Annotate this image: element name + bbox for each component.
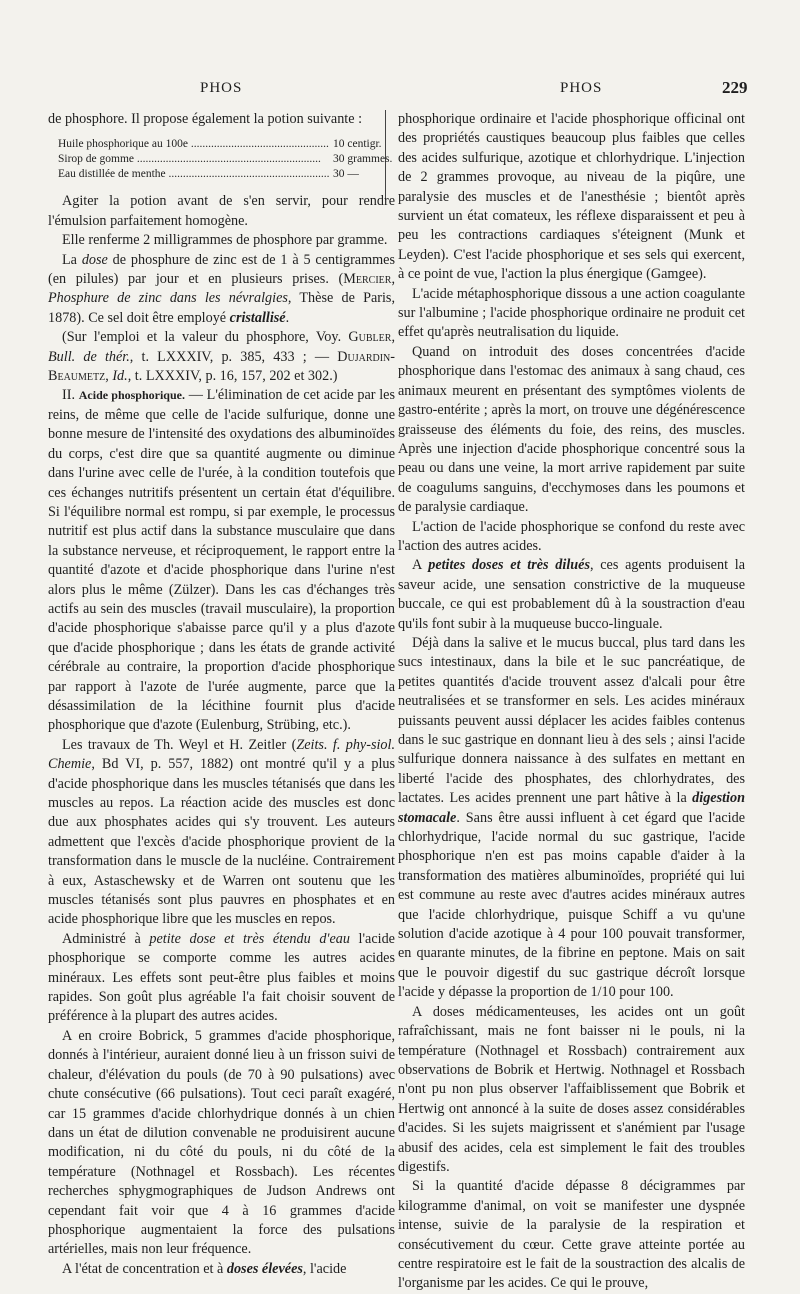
text-run: (Sur l'emploi et la valeur du phosphore, Voy. (62, 329, 349, 346)
paragraph: A doses médicamenteuses, les acides ont un goût rafraîchissant, mais ne font baisser ni le pouls, ni la température (Nothnagel et Rossbach) contrairement aux observations de Bobrik et Hertwig. Nothnagel et Rossbach n'ont pu non plus observer l'affaiblissement que Bobrik et Hertwig ont annoncé à la suite de doses assez considérables d'acides. Si les sujets maigrissent et s'anémient par l'usage abusif des acides, cela est simplement le fait des troubles digestifs. (398, 1003, 745, 1175)
paragraph (48, 736, 395, 930)
recipe-ingredient: Sirop de gomme ..... (58, 152, 329, 167)
author-name: Mercier (343, 271, 392, 288)
paragraph (48, 386, 395, 735)
left-column (48, 110, 395, 1279)
text-run: A (412, 557, 429, 574)
recipe-line (58, 167, 395, 182)
recipe-line (58, 152, 395, 167)
text-run: , ces agents produisent la saveur acide, une sensation constrictive de la muqueuse buccale, ce qui est probablement dû à la soustraction d'eau qu'ils font subir à la muqueuse bucco-linguale. (398, 557, 745, 632)
recipe-quantity: 30 grammes. (333, 153, 393, 166)
text-run: , (391, 329, 395, 346)
right-column (398, 110, 745, 1294)
running-head-left: PHOS (200, 80, 243, 96)
recipe-ingredient: Huile phosphorique au 100e ..... (58, 137, 329, 152)
paragraph: de phosphore. Il propose également la potion suivante : (48, 111, 363, 127)
paragraph: Elle renferme 2 milligrammes de phosphore par gramme. (62, 232, 388, 249)
paragraph (48, 251, 395, 329)
recipe-list (58, 137, 395, 182)
text-run: l'acide phosphorique se comporte comme les autres acides minéraux. Les effets sont peut-être plus faibles et moins rapides. Son goût plus agréable l'a fait choisir souvent de préférence à la plupart des autres acides. (48, 930, 395, 1025)
text-run: , (105, 368, 113, 385)
paragraph: Si la quantité d'acide dépasse 8 décigrammes par kilogramme d'animal, on voit se manifester une dyspnée intense, suivie de la paralysie de la respiration et consécutivement du cœur. Cette grave atteinte portée au centre respiratoire est le fait de la soustraction des alcalis de l'organisme par les acides. Ce qui le prouve, (398, 1178, 745, 1292)
paragraph (398, 556, 745, 634)
text-run: A l'état de concentration et à (62, 1260, 227, 1277)
text-run: , t. LXXXIV, p. 16, 157, 202 et 302.) (127, 368, 338, 385)
emphasis: petite dose et très étendu d'eau (149, 930, 350, 947)
paragraph: L'acide métaphosphorique dissous a une action coagulante sur l'albumine ; l'acide phosphorique ordinaire ne produit cet effet qu'après neutralisation du liquide. (398, 285, 745, 341)
running-head-right: PHOS (560, 80, 603, 96)
work-title: Zeits. f. phy-siol. Chemie (48, 736, 395, 773)
recipe-quantity: 10 centigr. (333, 138, 382, 151)
text-run: , t. LXXXIV, p. 385, 433 ; — (129, 348, 338, 365)
work-title: Bull. de thér. (48, 348, 130, 365)
paragraph (398, 634, 745, 1003)
paragraph (48, 1260, 395, 1279)
emphasis: digestion stomacale (398, 790, 745, 826)
paragraph: L'action de l'acide phosphorique se confond du reste avec l'action des autres acides. (398, 518, 745, 554)
text-run: , l'acide (302, 1260, 347, 1277)
paragraph: phosphorique ordinaire et l'acide phosphorique officinal ont des propriétés caustiques beaucoup plus faibles que celles des acides sulfurique, azotique et chlorhydrique. L'injection de 2 grammes provoque, au niveau de la piqûre, une paralysie des muscles et de l'anesthésie ; bientôt après survient un état comateux, les réflexe disparaissent et peu à peu les contractions cardiaques s'éteignent (Munk et Leyden). C'est l'acide phosphorique et ses sels qui exercent, à ce point de vue, l'action la plus énergique (Gamgee). (398, 111, 745, 283)
text-run: — L'élimination de cet acide par les reins, de même que celle de l'acide sulfurique, donne une bonne mesure de l'intensité des oxydations des albuminoïdes du corps, c'est dire que sa quantité augmente ou diminue dans l'urine avec celle de l'urée, à la condition toutefois que ces échanges nutritifs présentent un certain état d'équilibre. Si l'équilibre normal est rompu, si par exemple, le processus nutritif est plus actif dans la substance musculaire que dans la substance nerveuse, et réciproquement, le rapport entre la quantité d'azote et d'acide phosphorique dans l'urine n'est alors plus le même (Zülzer). Dans les cas d'échanges très actifs au sein des muscles (travail musculaire), la proportion d'acide phosphorique s'abaisse parce qu'il y a plus d'azote que d'acide phosphorique ; dans les états de grande activité cérébrale au contraire, la proportion d'acide phosphorique par rapport à l'azote de l'urée augmente, parce que la désassimilation de la lécithine fournit plus d'acide phosphorique que d'azote (Eulenburg, Strübing, etc.). (48, 387, 395, 734)
text-run: . Sans être aussi influent à cet égard que l'acide chlorhydrique, l'acide normal du suc gastrique, l'acide phosphorique n'en est pas moins capable d'aider à la transformation des matières albuminoïdes, propriété qui lui est commune au reste avec d'autres acides minéraux autres que l'acide chlorhydrique, puisque Schiff a vu qu'une solution d'acide azotique à 4 pour 100 pouvait transformer, en quarante minutes, de la fibrine en peptone. Mais on sait que le pouvoir digestif du suc gastrique décroît lorsque l'acide y dépasse la proportion de 1/10 pour 100. (398, 809, 745, 1001)
paragraph: Agiter la potion avant de s'en servir, pour rendre l'émulsion parfaitement homogène. (48, 193, 395, 229)
text-run: Administré à (62, 930, 150, 947)
paragraph (48, 930, 395, 1027)
text-run: Déjà dans la salive et le mucus buccal, plus tard dans les sucs intestinaux, dans la bile et le suc pancréatique, de petites quantités d'acide trouvent assez d'alcali pour être neutralisées et se transformer en sels. Les acides minéraux puissants peuvent aussi déplacer les acides faibles contenus dans le suc gastrique en donnant lieu à des sels ; ainsi l'acide sulfurique donnera naissance à des sulfates en mettant en liberté l'acide des phosphates, des chlorhydrates, des lactates. Les acides prennent une part hâtive à la (398, 634, 745, 807)
text-run: , Bd VI, p. 557, 1882) ont montré qu'il y a plus d'acide phosphorique dans les muscles tétanisés que dans les muscles au repos. La réaction acide des muscles est donc due aux phosphates acides qui s'y trouvent. Les auteurs admettent que l'excès d'acide phosphorique provient de la transformation dans le muscle de la nucléine. Contrairement à eux, Astaschewsky et de Warren ont soutenu que les muscles tétanisés sont plus pauvres en phosphates et en acide phosphorique libre que les muscles en repos. (48, 756, 395, 928)
emphasis: dose (81, 251, 108, 268)
author-name: Dujardin-Beaumetz (48, 348, 395, 385)
emphasis: petites doses et très dilués (428, 557, 590, 574)
recipe-quantity: 30 — (333, 168, 359, 181)
recipe-line (58, 137, 395, 152)
text-run: . (285, 309, 290, 326)
work-title: Id. (112, 368, 128, 385)
text-run: II. (62, 387, 79, 404)
text-run: La (62, 251, 82, 268)
paragraph: Quand on introduit des doses concentrées d'acide phosphorique dans l'estomac des animaux à sang chaud, ces animaux meurent en présentant des symptômes violents de gastro-entérite ; après la mort, on trouve une dégénérescence graisseuse des éléments du foie, des reins, des muscles. Après une injection d'acide phosphorique concentré sous la peau ou dans une veine, la mort arrive rapidement par suite de coagulums sanguins, d'ecchymoses dans les poumons et de paralysie cardiaque. (398, 343, 745, 516)
emphasis: cristallisé (229, 309, 286, 326)
page-number: 229 (722, 78, 748, 97)
author-name: Gubler (348, 329, 392, 346)
work-title: Phosphure de zinc dans les névralgies (48, 290, 288, 307)
section-heading: Acide phosphorique. (78, 388, 185, 403)
paragraph (48, 328, 395, 386)
paragraph: A en croire Bobrick, 5 grammes d'acide phosphorique, donnés à l'intérieur, auraient donné lieu à un frisson suivi de chaleur, d'élévation du pouls (de 70 à 90 pulsations) avec chute consécutive (66 pulsations). Tout ceci paraît exagéré, car 15 grammes d'acide chlorhydrique donnés à un chien dans un état de dilution convenable ne produisirent aucune modification, ni du côté du pouls, ni du côté de la température (Nothnagel et Rossbach). Les récentes recherches sphygmographiques de Judson Andrews ont cependant fait voir que 4 à 16 grammes d'acide phosphorique augmentaient la force des pulsations artérielles, mais non leur fréquence. (48, 1027, 395, 1258)
text-run: , (391, 271, 395, 288)
text-run: de phosphure de zinc est de 1 à 5 centigrammes (en pilules) par jour et en plusieurs prises. ( (48, 251, 395, 288)
text-run: Les travaux de Th. Weyl et H. Zeitler ( (62, 736, 297, 753)
text-run: , Thèse de Paris, 1878). Ce sel doit être employé (48, 290, 395, 326)
emphasis: doses élevées (226, 1260, 303, 1277)
recipe-ingredient: Eau distillée de menthe ..... (58, 167, 329, 182)
